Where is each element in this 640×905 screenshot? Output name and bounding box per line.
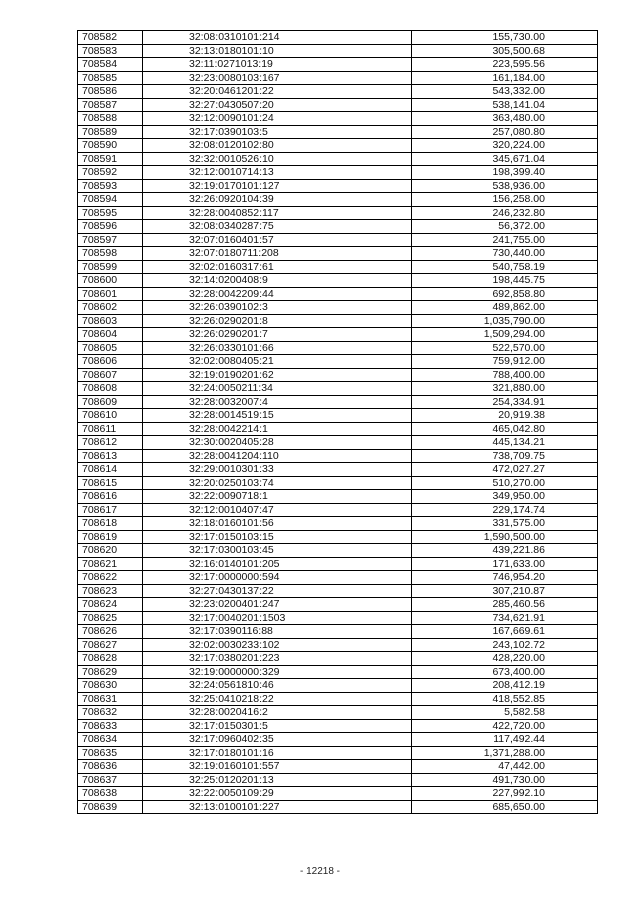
row-id-cell: 708603 (78, 314, 143, 328)
table-row (78, 800, 598, 814)
table-row (78, 503, 598, 517)
table-row (78, 395, 598, 409)
amount-cell: 489,862.00 (412, 301, 598, 315)
records-table-body (78, 31, 598, 814)
row-id-cell: 708634 (78, 733, 143, 747)
amount-cell: 491,730.00 (412, 773, 598, 787)
table-row (78, 71, 598, 85)
cadastral-number-cell: 32:25:0120201:13 (143, 773, 412, 787)
table-row (78, 571, 598, 585)
table-row (78, 314, 598, 328)
row-id-cell: 708606 (78, 355, 143, 369)
row-id-cell: 708588 (78, 112, 143, 126)
cadastral-number-cell: 32:17:0180101:16 (143, 746, 412, 760)
amount-cell: 465,042.80 (412, 422, 598, 436)
row-id-cell: 708602 (78, 301, 143, 315)
row-id-cell: 708593 (78, 179, 143, 193)
row-id-cell: 708622 (78, 571, 143, 585)
cadastral-number-cell: 32:17:0300103:45 (143, 544, 412, 558)
row-id-cell: 708589 (78, 125, 143, 139)
cadastral-number-cell: 32:08:0120102:80 (143, 139, 412, 153)
amount-cell: 1,035,790.00 (412, 314, 598, 328)
amount-cell: 788,400.00 (412, 368, 598, 382)
row-id-cell: 708638 (78, 787, 143, 801)
amount-cell: 56,372.00 (412, 220, 598, 234)
cadastral-number-cell: 32:13:0180101:10 (143, 44, 412, 58)
amount-cell: 746,954.20 (412, 571, 598, 585)
amount-cell: 246,232.80 (412, 206, 598, 220)
cadastral-number-cell: 32:32:0010526:10 (143, 152, 412, 166)
table-row (78, 773, 598, 787)
row-id-cell: 708628 (78, 652, 143, 666)
table-row (78, 301, 598, 315)
amount-cell: 167,669.61 (412, 625, 598, 639)
row-id-cell: 708637 (78, 773, 143, 787)
amount-cell: 510,270.00 (412, 476, 598, 490)
table-row (78, 139, 598, 153)
table-row (78, 598, 598, 612)
row-id-cell: 708615 (78, 476, 143, 490)
amount-cell: 472,027.27 (412, 463, 598, 477)
table-row (78, 787, 598, 801)
amount-cell: 345,671.04 (412, 152, 598, 166)
amount-cell: 257,080.80 (412, 125, 598, 139)
amount-cell: 759,912.00 (412, 355, 598, 369)
table-row (78, 274, 598, 288)
amount-cell: 227,992.10 (412, 787, 598, 801)
table-row (78, 436, 598, 450)
amount-cell: 47,442.00 (412, 760, 598, 774)
amount-cell: 223,595.56 (412, 58, 598, 72)
table-row (78, 422, 598, 436)
cadastral-number-cell: 32:22:0050109:29 (143, 787, 412, 801)
cadastral-number-cell: 32:12:0090101:24 (143, 112, 412, 126)
row-id-cell: 708633 (78, 719, 143, 733)
row-id-cell: 708590 (78, 139, 143, 153)
row-id-cell: 708639 (78, 800, 143, 814)
cadastral-number-cell: 32:28:0020416:2 (143, 706, 412, 720)
cadastral-number-cell: 32:17:0150103:15 (143, 530, 412, 544)
cadastral-number-cell: 32:22:0090718:1 (143, 490, 412, 504)
cadastral-number-cell: 32:20:0250103:74 (143, 476, 412, 490)
table-row (78, 287, 598, 301)
cadastral-number-cell: 32:17:0040201:1503 (143, 611, 412, 625)
row-id-cell: 708596 (78, 220, 143, 234)
row-id-cell: 708597 (78, 233, 143, 247)
table-row (78, 544, 598, 558)
table-row (78, 719, 598, 733)
amount-cell: 1,509,294.00 (412, 328, 598, 342)
cadastral-number-cell: 32:24:0561810:46 (143, 679, 412, 693)
table-row (78, 206, 598, 220)
row-id-cell: 708582 (78, 31, 143, 45)
cadastral-number-cell: 32:23:0080103:167 (143, 71, 412, 85)
amount-cell: 422,720.00 (412, 719, 598, 733)
amount-cell: 349,950.00 (412, 490, 598, 504)
cadastral-number-cell: 32:26:0390102:3 (143, 301, 412, 315)
table-row (78, 247, 598, 261)
amount-cell: 243,102.72 (412, 638, 598, 652)
row-id-cell: 708611 (78, 422, 143, 436)
amount-cell: 305,500.68 (412, 44, 598, 58)
amount-cell: 445,134.21 (412, 436, 598, 450)
cadastral-number-cell: 32:08:0340287:75 (143, 220, 412, 234)
amount-cell: 418,552.85 (412, 692, 598, 706)
cadastral-number-cell: 32:02:0080405:21 (143, 355, 412, 369)
cadastral-number-cell: 32:12:0010407:47 (143, 503, 412, 517)
amount-cell: 229,174.74 (412, 503, 598, 517)
table-row (78, 152, 598, 166)
table-row (78, 652, 598, 666)
table-row (78, 125, 598, 139)
cadastral-number-cell: 32:17:0960402:35 (143, 733, 412, 747)
table-row (78, 625, 598, 639)
table-row (78, 31, 598, 45)
table-row (78, 328, 598, 342)
row-id-cell: 708601 (78, 287, 143, 301)
amount-cell: 363,480.00 (412, 112, 598, 126)
table-row (78, 557, 598, 571)
cadastral-number-cell: 32:17:0390116:88 (143, 625, 412, 639)
amount-cell: 208,412.19 (412, 679, 598, 693)
cadastral-number-cell: 32:02:0160317:61 (143, 260, 412, 274)
cadastral-number-cell: 32:28:0042214:1 (143, 422, 412, 436)
records-table (77, 30, 598, 814)
cadastral-number-cell: 32:28:0041204:110 (143, 449, 412, 463)
table-row (78, 733, 598, 747)
row-id-cell: 708610 (78, 409, 143, 423)
cadastral-number-cell: 32:19:0190201:62 (143, 368, 412, 382)
row-id-cell: 708591 (78, 152, 143, 166)
table-row (78, 490, 598, 504)
amount-cell: 543,332.00 (412, 85, 598, 99)
row-id-cell: 708624 (78, 598, 143, 612)
row-id-cell: 708604 (78, 328, 143, 342)
cadastral-number-cell: 32:02:0030233:102 (143, 638, 412, 652)
amount-cell: 331,575.00 (412, 517, 598, 531)
row-id-cell: 708586 (78, 85, 143, 99)
amount-cell: 198,445.75 (412, 274, 598, 288)
row-id-cell: 708584 (78, 58, 143, 72)
row-id-cell: 708632 (78, 706, 143, 720)
cadastral-number-cell: 32:28:0042209:44 (143, 287, 412, 301)
amount-cell: 241,755.00 (412, 233, 598, 247)
amount-cell: 540,758.19 (412, 260, 598, 274)
amount-cell: 730,440.00 (412, 247, 598, 261)
amount-cell: 321,880.00 (412, 382, 598, 396)
amount-cell: 307,210.87 (412, 584, 598, 598)
row-id-cell: 708594 (78, 193, 143, 207)
table-row (78, 98, 598, 112)
table-row (78, 179, 598, 193)
cadastral-number-cell: 32:28:0014519:15 (143, 409, 412, 423)
cadastral-number-cell: 32:26:0290201:7 (143, 328, 412, 342)
row-id-cell: 708605 (78, 341, 143, 355)
row-id-cell: 708635 (78, 746, 143, 760)
row-id-cell: 708619 (78, 530, 143, 544)
table-row (78, 517, 598, 531)
table-row (78, 409, 598, 423)
table-row (78, 679, 598, 693)
amount-cell: 428,220.00 (412, 652, 598, 666)
row-id-cell: 708623 (78, 584, 143, 598)
table-row (78, 260, 598, 274)
table-row (78, 44, 598, 58)
table-row (78, 368, 598, 382)
table-row (78, 85, 598, 99)
cadastral-number-cell: 32:27:0430137:22 (143, 584, 412, 598)
amount-cell: 673,400.00 (412, 665, 598, 679)
row-id-cell: 708595 (78, 206, 143, 220)
cadastral-number-cell: 32:29:0010301:33 (143, 463, 412, 477)
row-id-cell: 708600 (78, 274, 143, 288)
table-row (78, 58, 598, 72)
table-row (78, 220, 598, 234)
table-row (78, 530, 598, 544)
cadastral-number-cell: 32:23:0200401:247 (143, 598, 412, 612)
table-row (78, 463, 598, 477)
row-id-cell: 708621 (78, 557, 143, 571)
amount-cell: 1,371,288.00 (412, 746, 598, 760)
row-id-cell: 708585 (78, 71, 143, 85)
cadastral-number-cell: 32:26:0330101:66 (143, 341, 412, 355)
cadastral-number-cell: 32:25:0410218:22 (143, 692, 412, 706)
amount-cell: 198,399.40 (412, 166, 598, 180)
row-id-cell: 708618 (78, 517, 143, 531)
row-id-cell: 708636 (78, 760, 143, 774)
amount-cell: 285,460.56 (412, 598, 598, 612)
cadastral-number-cell: 32:17:0380201:223 (143, 652, 412, 666)
table-row (78, 584, 598, 598)
table-row (78, 638, 598, 652)
table-row (78, 193, 598, 207)
cadastral-number-cell: 32:07:0180711:208 (143, 247, 412, 261)
row-id-cell: 708620 (78, 544, 143, 558)
cadastral-number-cell: 32:18:0160101:56 (143, 517, 412, 531)
amount-cell: 171,633.00 (412, 557, 598, 571)
table-row (78, 611, 598, 625)
row-id-cell: 708607 (78, 368, 143, 382)
table-row (78, 760, 598, 774)
amount-cell: 156,258.00 (412, 193, 598, 207)
table-row (78, 355, 598, 369)
cadastral-number-cell: 32:19:0160101:557 (143, 760, 412, 774)
cadastral-number-cell: 32:19:0170101:127 (143, 179, 412, 193)
row-id-cell: 708617 (78, 503, 143, 517)
row-id-cell: 708630 (78, 679, 143, 693)
cadastral-number-cell: 32:13:0100101:227 (143, 800, 412, 814)
row-id-cell: 708616 (78, 490, 143, 504)
cadastral-number-cell: 32:20:0461201:22 (143, 85, 412, 99)
row-id-cell: 708599 (78, 260, 143, 274)
table-row (78, 233, 598, 247)
table-row (78, 706, 598, 720)
cadastral-number-cell: 32:14:0200408:9 (143, 274, 412, 288)
cadastral-number-cell: 32:12:0010714:13 (143, 166, 412, 180)
amount-cell: 254,334.91 (412, 395, 598, 409)
cadastral-number-cell: 32:27:0430507:20 (143, 98, 412, 112)
table-row (78, 746, 598, 760)
amount-cell: 439,221.86 (412, 544, 598, 558)
row-id-cell: 708627 (78, 638, 143, 652)
amount-cell: 117,492.44 (412, 733, 598, 747)
row-id-cell: 708612 (78, 436, 143, 450)
amount-cell: 692,858.80 (412, 287, 598, 301)
amount-cell: 155,730.00 (412, 31, 598, 45)
amount-cell: 685,650.00 (412, 800, 598, 814)
cadastral-number-cell: 32:26:0920104:39 (143, 193, 412, 207)
table-row (78, 449, 598, 463)
row-id-cell: 708631 (78, 692, 143, 706)
row-id-cell: 708614 (78, 463, 143, 477)
amount-cell: 538,936.00 (412, 179, 598, 193)
row-id-cell: 708587 (78, 98, 143, 112)
row-id-cell: 708626 (78, 625, 143, 639)
row-id-cell: 708598 (78, 247, 143, 261)
cadastral-number-cell: 32:16:0140101:205 (143, 557, 412, 571)
amount-cell: 738,709.75 (412, 449, 598, 463)
amount-cell: 522,570.00 (412, 341, 598, 355)
amount-cell: 1,590,500.00 (412, 530, 598, 544)
table-row (78, 112, 598, 126)
cadastral-number-cell: 32:19:0000000:329 (143, 665, 412, 679)
row-id-cell: 708625 (78, 611, 143, 625)
table-row (78, 476, 598, 490)
cadastral-number-cell: 32:11:0271013:19 (143, 58, 412, 72)
cadastral-number-cell: 32:07:0160401:57 (143, 233, 412, 247)
amount-cell: 161,184.00 (412, 71, 598, 85)
amount-cell: 20,919.38 (412, 409, 598, 423)
row-id-cell: 708583 (78, 44, 143, 58)
cadastral-number-cell: 32:17:0390103:5 (143, 125, 412, 139)
cadastral-number-cell: 32:28:0032007:4 (143, 395, 412, 409)
page-number: - 12218 - (299, 866, 341, 877)
table-row (78, 166, 598, 180)
amount-cell: 320,224.00 (412, 139, 598, 153)
cadastral-number-cell: 32:28:0040852:117 (143, 206, 412, 220)
amount-cell: 5,582.58 (412, 706, 598, 720)
table-row (78, 692, 598, 706)
row-id-cell: 708609 (78, 395, 143, 409)
amount-cell: 538,141.04 (412, 98, 598, 112)
cadastral-number-cell: 32:08:0310101:214 (143, 31, 412, 45)
cadastral-number-cell: 32:24:0050211:34 (143, 382, 412, 396)
row-id-cell: 708629 (78, 665, 143, 679)
cadastral-number-cell: 32:17:0000000:594 (143, 571, 412, 585)
cadastral-number-cell: 32:26:0290201:8 (143, 314, 412, 328)
row-id-cell: 708608 (78, 382, 143, 396)
cadastral-number-cell: 32:17:0150301:5 (143, 719, 412, 733)
row-id-cell: 708613 (78, 449, 143, 463)
cadastral-number-cell: 32:30:0020405:28 (143, 436, 412, 450)
table-row (78, 341, 598, 355)
amount-cell: 734,621.91 (412, 611, 598, 625)
row-id-cell: 708592 (78, 166, 143, 180)
table-row (78, 665, 598, 679)
table-row (78, 382, 598, 396)
